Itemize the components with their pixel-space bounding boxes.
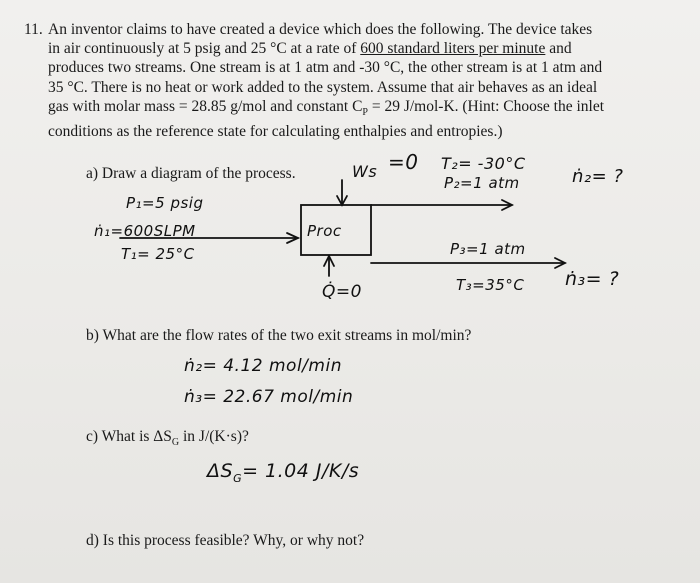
outlet-2-flow-unknown: ṅ₂= ? <box>572 166 624 187</box>
answer-n2: ṅ₂= 4.12 mol/min <box>184 356 342 376</box>
work-value: =0 <box>388 150 419 174</box>
problem-line-1: An inventor claims to have created a device which does the following. The device takes <box>48 21 593 38</box>
outlet-2-temperature: T₂= -30°C <box>441 154 526 173</box>
work-label: Ws <box>352 162 378 181</box>
problem-number: 11. <box>24 21 43 38</box>
question-a: a) Draw a diagram of the process. <box>86 165 296 182</box>
process-label: Proc <box>307 222 342 240</box>
answer-n3: ṅ₃= 22.67 mol/min <box>184 387 354 407</box>
question-b: b) What are the flow rates of the two exit streams in mol/min? <box>86 327 472 344</box>
problem-line-6: conditions as the reference state for calculating enthalpies and entropies.) <box>48 123 503 141</box>
inlet-pressure: P₁=5 psig <box>126 194 204 212</box>
answer-entropy-symbol: ΔS <box>207 460 234 482</box>
answer-entropy-value: = 1.04 J/K/s <box>242 460 360 482</box>
problem-line-5-text: gas with molar mass = 28.85 g/mol and constant C <box>48 97 363 115</box>
outlet-3-pressure: P₃=1 atm <box>450 240 526 258</box>
question-d: d) Is this process feasible? Why, or why not? <box>86 532 365 549</box>
problem-line-4: 35 °C. There is no heat or work added to the system. Assume that air behaves as an ideal <box>48 78 598 96</box>
outlet-3-temperature: T₃=35°C <box>456 276 525 294</box>
problem-line-2-end: and <box>545 40 572 58</box>
problem-line-2-text: in air continuously at 5 psig and 25 °C at a rate of <box>48 40 361 58</box>
flow-rate-underlined: 600 standard liters per minute <box>360 40 546 58</box>
question-c-end: in J/(K·s)? <box>179 428 249 445</box>
outlet-3-flow-unknown: ṅ₃= ? <box>565 268 620 290</box>
question-c-subscript: G <box>171 437 180 449</box>
cp-subscript: P <box>362 106 368 118</box>
outlet-2-pressure: P₂=1 atm <box>444 174 520 192</box>
problem-line-3: produces two streams. One stream is at 1 atm and -30 °C, the other stream is at 1 atm and <box>48 59 603 77</box>
inlet-flow-rate: ṅ₁=600SLPM <box>94 222 196 240</box>
inlet-temperature: T₁= 25°C <box>121 245 195 263</box>
question-c-text: c) What is ΔS <box>86 428 172 445</box>
heat-value: Q̇=0 <box>322 282 362 302</box>
answer-entropy-subscript: G <box>233 471 243 485</box>
problem-line-5-end: = 29 J/mol-K. (Hint: Choose the inlet <box>367 97 605 115</box>
answer-entropy <box>207 460 359 485</box>
